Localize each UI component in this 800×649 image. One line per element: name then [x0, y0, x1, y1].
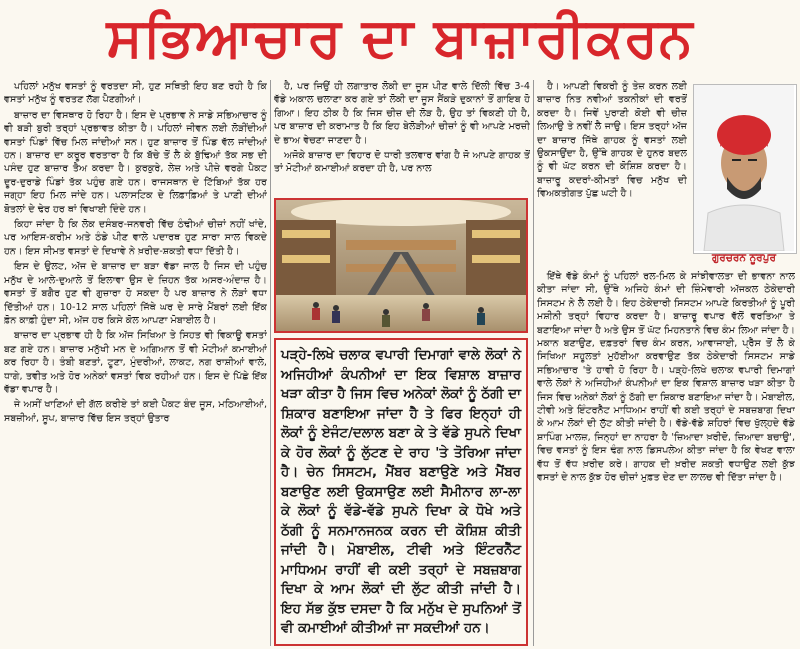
article-column-2	[274, 80, 530, 192]
article-column-1	[4, 80, 267, 646]
mall-photo	[274, 198, 528, 333]
paragraph: ਹੈ। ਆਪਣੀ ਵਿਕਰੀ ਨੂੰ ਤੇਜ਼ ਕਰਨ ਲਈ ਬਾਜ਼ਾਰ ਨਿਤ ਨਵੀਆਂ ਤਕਨੀਕਾਂ ਦੀ ਵਰਤੋਂ ਕਰਦਾ ਹੈ। ਜਿਵੇਂ ਪੁਰਾਣੀ ਕੋਈ ਵੀ ਚੀਜ਼ ਲਿਆਉ ਤੇ ਨਵੀਂ ਲੈ ਜਾਉ। ਇਸ ਤਰ੍ਹਾਂ ਅੱਜ ਦਾ ਬਾਜ਼ਾਰ ਜਿੱਥੇ ਗਾਹਕ ਨੂੰ ਵਸਤਾਂ ਲਈ ਉਕਸਾਉਂਦਾ ਹੈ, ਉੱਥੇ ਗਾਹਕ ਦੇ ਹੁਨਰ ਬਦਲ ਨੂੰ ਵੀ ਘੱਟ ਕਰਨ ਦੀ ਕੋਸ਼ਿਸ਼ ਕਰਦਾ ਹੈ। ਬਾਜ਼ਾਰੂ ਕਦਰਾਂ-ਕੀਮਤਾਂ ਵਿਚ ਮਨੁੱਖ ਦੀ ਵਿਅਕਤੀਗਤ ਪੁੱਛ ਘਟੀ ਹੈ।	[537, 81, 687, 200]
paragraph: ਜੇ ਅਸੀਂ ਖਾਣਿਆਂ ਦੀ ਗੱਲ ਕਰੀਏ ਤਾਂ ਕਈ ਪੈਕਟ ਬੰਦ ਜੂਸ, ਮਠਿਆਈਆਂ, ਸਬਜ਼ੀਆਂ, ਸੂਪ, ਬਾਜ਼ਾਰ ਵਿੱਚ ਇਸ ਤਰ੍ਹਾਂ ਉਤਾਰ	[4, 399, 267, 424]
headline: ਸਭਿਆਚਾਰ ਦਾ ਬਾਜ਼ਾਰੀਕਰਨ	[106, 6, 694, 69]
paragraph: ਅਜੋਕੇ ਬਾਜ਼ਾਰ ਦਾ ਵਿਹਾਰ ਦੋ ਧਾਰੀ ਤਲਵਾਰ ਵਾਂਗ ਹੈ ਜੋ ਆਪਣੇ ਗਾਹਕ ਤੋਂ ਤਾਂ ਮੋਟੀਆਂ ਕਮਾਈਆਂ ਕਰਦਾ ਹੀ ਹੈ, ਪਰ ਨਾਲ	[274, 150, 530, 175]
shopping-mall-image	[276, 200, 526, 331]
article-column-3-top	[537, 80, 687, 270]
author-portrait-image	[694, 85, 794, 251]
paragraph: ਬਾਜ਼ਾਰ ਦਾ ਵਿਸਥਾਰ ਹੋ ਰਿਹਾ ਹੈ। ਇਸ ਦੇ ਪ੍ਰਭਾਵ ਨੇ ਸਾਡੇ ਸਭਿਆਚਾਰ ਨੂੰ ਵੀ ਬੜੀ ਬੁਰੀ ਤਰ੍ਹਾਂ ਪ੍ਰਭਾਵਤ ਕੀਤਾ ਹੈ। ਪਹਿਲਾਂ ਜੀਵਨ ਲਈ ਲੋੜੀਂਦੀਆਂ ਵਸਤਾਂ ਪਿੰਡਾਂ ਵਿੱਚ ਮਿਲ ਜਾਂਦੀਆਂ ਸਨ। ਹੁਣ ਬਾਜ਼ਾਰ ਤੋਂ ਪਿੰਡ ਵੱਲ ਜਾਂਦੀਆਂ ਹਨ। ਬਾਜ਼ਾਰ ਦਾ ਕਰੂਰ ਵਰਤਾਰਾ ਹੈ ਕਿ ਬੱਚੇ ਤੋਂ ਲੈ ਕੇ ਬੁੱਢਿਆਂ ਤੱਕ ਸਭ ਦੀ ਪਸੰਦ ਹੁਣ ਬਾਜ਼ਾਰ ਤੈਅ ਕਰਦਾ ਹੈ। ਕੁਰਕੁਰੇ, ਲੇਜ਼ ਅਤੇ ਪੀਜ਼ੇ ਵਰਗੇ ਪੈਕਟ ਦੂਰ-ਦੁਰਾਡੇ ਪਿੰਡਾਂ ਤੱਕ ਪਹੁੰਚ ਗਏ ਹਨ। ਰਾਜਸਥਾਨ ਦੇ ਟਿੱਬਿਆਂ ਤੱਕ ਹਰ ਜਗ੍ਹਾ ਇਹ ਮਿਲ ਜਾਂਦੇ ਹਨ। ਪਲਾਸਟਿਕ ਦੇ ਲਿਫ਼ਾਫ਼ਿਆਂ ਤੇ ਪਾਣੀ ਦੀਆਂ ਬੋਤਲਾਂ ਦੇ ਢੇਰ ਹਰ ਥਾਂ ਵਿਖਾਈ ਦਿੰਦੇ ਹਨ।	[4, 109, 267, 215]
column-rule-2	[533, 80, 534, 646]
author-caption: ਗੁਰਚਰਨ ਨੂਰਪੁਰ	[712, 252, 776, 264]
paragraph: ਇਸ ਦੇ ਉਲਟ, ਅੱਜ ਦੇ ਬਾਜ਼ਾਰ ਦਾ ਬੜਾ ਵੱਡਾ ਜਾਲ ਹੈ ਜਿਸ ਦੀ ਪਹੁੰਚ ਮਨੁੱਖ ਦੇ ਆਲੇ-ਦੁਆਲੇ ਤੋਂ ਇਲਾਵਾ ਉਸ ਦੇ ਜ਼ਿਹਨ ਤੱਕ ਅਸਰ-ਅੰਦਾਜ਼ ਹੈ। ਵਸਤਾਂ ਤੋਂ ਬਗੈਰ ਹੁਣ ਵੀ ਗੁਜ਼ਾਰਾ ਹੋ ਸਕਦਾ ਹੈ ਪਰ ਬਾਜ਼ਾਰ ਨੇ ਲੋੜਾਂ ਵਧਾ ਦਿੱਤੀਆਂ ਹਨ। 10-12 ਸਾਲ ਪਹਿਲਾਂ ਜਿੱਥੇ ਘਰ ਦੇ ਸਾਰੇ ਮੈਂਬਰਾਂ ਲਈ ਇੱਕ ਫ਼ੋਨ ਕਾਫ਼ੀ ਹੁੰਦਾ ਸੀ, ਅੱਜ ਹਰ ਕਿਸੇ ਕੋਲ ਆਪਣਾ ਮੋਬਾਈਲ ਹੈ।	[4, 261, 267, 326]
pull-quote-text: ਪੜ੍ਹੇ-ਲਿਖੇ ਚਲਾਕ ਵਪਾਰੀ ਦਿਮਾਗਾਂ ਵਾਲੇ ਲੋਕਾਂ ਨੇ ਅਜਿਹੀਆਂ ਕੰਪਨੀਆਂ ਦਾ ਇਕ ਵਿਸ਼ਾਲ ਬਾਜ਼ਾਰ ਖੜਾ ਕੀਤਾ ਹੈ ਜਿਸ ਵਿਚ ਅਨੇਕਾਂ ਲੋਕਾਂ ਨੂੰ ਠੱਗੀ ਦਾ ਸ਼ਿਕਾਰ ਬਣਾਇਆ ਜਾਂਦਾ ਹੈ ਤੇ ਫਿਰ ਇਨ੍ਹਾਂ ਹੀ ਲੋਕਾਂ ਨੂੰ ਏਜੰਟ/ਦਲਾਲ ਬਣਾ ਕੇ ਤੇ ਵੱਡੇ ਸੁਪਨੇ ਦਿਖਾ ਕੇ ਹੋਰ ਲੋਕਾਂ ਨੂੰ ਲੁੱਟਣ ਦੇ ਰਾਹ 'ਤੇ ਤੋਰਿਆ ਜਾਂਦਾ ਹੈ। ਚੇਨ ਸਿਸਟਮ, ਮੈਂਬਰ ਬਣਾਉਣੇ ਅਤੇ ਮੈਂਬਰ ਬਣਾਉਣ ਲਈ ਉਕਸਾਉਣ ਲਈ ਸੈਮੀਨਾਰ ਲਾ-ਲਾ ਕੇ ਲੋਕਾਂ ਨੂੰ ਵੱਡੇ-ਵੱਡੇ ਸੁਪਨੇ ਦਿਖਾ ਕੇ ਧੋਖੇ ਅਤੇ ਠੱਗੀ ਨੂੰ ਸਨਮਾਨਜਨਕ ਕਰਨ ਦੀ ਕੋਸ਼ਿਸ਼ ਕੀਤੀ ਜਾਂਦੀ ਹੈ। ਮੋਬਾਈਲ, ਟੀਵੀ ਅਤੇ ਇੰਟਰਨੈੱਟ ਮਾਧਿਅਮ ਰਾਹੀਂ ਵੀ ਕਈ ਤਰ੍ਹਾਂ ਦੇ ਸਬਜ਼ਬਾਗ ਦਿਖਾ ਕੇ ਆਮ ਲੋਕਾਂ ਦੀ ਲੁੱਟ ਕੀਤੀ ਜਾਂਦੀ ਹੈ। ਇਹ ਸੱਭ ਕੁੱਝ ਦਸਦਾ ਹੈ ਕਿ ਮਨੁੱਖ ਦੇ ਸੁਪਨਿਆਂ ਤੋਂ ਵੀ ਕਮਾਈਆਂ ਕੀਤੀਆਂ ਜਾ ਸਕਦੀਆਂ ਹਨ।	[281, 348, 521, 636]
pull-quote-box	[274, 338, 528, 646]
paragraph: ਹੈ, ਪਰ ਜਿਉਂ ਹੀ ਲਗਾਤਾਰ ਲੋਕੀ ਦਾ ਜੂਸ ਪੀਣ ਵਾਲੇ ਦਿੱਲੀ ਵਿੱਚ 3-4 ਵੱਡੇ ਅਕਾਲ ਚਲਾਣਾ ਕਰ ਗਏ ਤਾਂ ਲੋਕੀ ਦਾ ਜੂਸ ਸੈਂਕੜੇ ਦੁਕਾਨਾਂ ਤੋਂ ਗਾਇਬ ਹੋ ਗਿਆ। ਇਹ ਠੀਕ ਹੈ ਕਿ ਜਿਸ ਚੀਜ਼ ਦੀ ਲੋੜ ਹੈ, ਉਹ ਤਾਂ ਵਿਕਣੀ ਹੀ ਹੈ, ਪਰ ਬਾਜ਼ਾਰ ਦੀ ਕਰਾਮਾਤ ਹੈ ਕਿ ਇਹ ਬੇਲੋੜੀਆਂ ਚੀਜ਼ਾਂ ਨੂੰ ਵੀ ਆਪਣੇ ਮਰਜ਼ੀ ਦੇ ਭਾਅ ਵੇਚਣਾ ਜਾਣਦਾ ਹੈ।	[274, 81, 530, 146]
paragraph: ਬਾਜ਼ਾਰ ਦਾ ਪ੍ਰਭਾਵ ਹੀ ਹੈ ਕਿ ਅੱਜ ਸਿਖਿਆ ਤੇ ਸਿਹਤ ਵੀ ਵਿਕਾਊ ਵਸਤਾਂ ਬਣ ਗਏ ਹਨ। ਬਾਜ਼ਾਰ ਮਨੁੱਖੀ ਮਨ ਦੇ ਅਗਿਆਨ ਤੋਂ ਵੀ ਮੋਟੀਆਂ ਕਮਾਈਆਂ ਕਰ ਰਿਹਾ ਹੈ। ਤੰਬੀ ਬਣਤਾਂ, ਟੂਣਾ, ਮੁੰਦਰੀਆਂ, ਲਾਕਟ, ਨਗ ਰਾਸ਼ੀਆਂ ਵਾਲੇ, ਧਾਗੇ, ਤਵੀਤ ਅਤੇ ਹੋਰ ਅਨੇਕਾਂ ਵਸਤਾਂ ਵਿਕ ਰਹੀਆਂ ਹਨ। ਇਸ ਦੇ ਪਿੱਛੇ ਇੱਕ ਵੱਡਾ ਵਪਾਰ ਹੈ।	[4, 330, 267, 395]
headline-banner	[0, 0, 800, 76]
author-photo	[693, 84, 797, 254]
paragraph: ਪਹਿਲਾਂ ਮਨੁੱਖ ਵਸਤਾਂ ਨੂੰ ਵਰਤਦਾ ਸੀ, ਹੁਣ ਸਥਿਤੀ ਇਹ ਬਣ ਰਹੀ ਹੈ ਕਿ ਵਸਤਾਂ ਮਨੁੱਖ ਨੂੰ ਵਰਤਣ ਲੱਗ ਪੈਣਗੀਆਂ।	[4, 81, 267, 106]
paragraph: ਇੱਥੇ ਵੱਡੇ ਕੰਮਾਂ ਨੂੰ ਪਹਿਲਾਂ ਰਲ-ਮਿਲ ਕੇ ਸਾਂਝੀਵਾਲਤਾ ਦੀ ਭਾਵਨਾ ਨਾਲ ਕੀਤਾ ਜਾਂਦਾ ਸੀ, ਉੱਥੇ ਅਜਿਹੇ ਕੰਮਾਂ ਦੀ ਜ਼ਿੰਮੇਵਾਰੀ ਅੱਜਕਲ ਠੇਕੇਦਾਰੀ ਸਿਸਟਮ ਨੇ ਲੈ ਲਈ ਹੈ। ਇਹ ਠੇਕੇਦਾਰੀ ਸਿਸਟਮ ਆਪਣੇ ਕਿਰਤੀਆਂ ਨੂੰ ਪੂਰੀ ਮਸ਼ੀਨੀ ਤਰ੍ਹਾਂ ਵਿਹਾਰ ਕਰਦਾ ਹੈ। ਬਾਜ਼ਾਰੂ ਵਪਾਰ ਵੱਲੋਂ ਵਰਤਿਆ ਤੇ ਬਣਾਇਆ ਜਾਂਦਾ ਹੈ ਅਤੇ ਉਸ ਤੋਂ ਘੱਟ ਮਿਹਨਤਾਨੇ ਵਿਚ ਕੰਮ ਲਿਆ ਜਾਂਦਾ ਹੈ। ਮਕਾਨ ਬਣਾਉਣ, ਦਫ਼ਤਰਾਂ ਵਿਚ ਕੰਮ ਕਰਨ, ਆਵਾਜਾਈ, ਪ੍ਰੈੱਸ ਤੋਂ ਲੈ ਕੇ ਸਿਖਿਆ ਸਹੂਲਤਾਂ ਮੁਹੱਈਆ ਕਰਵਾਉਣ ਤੱਕ ਠੇਕੇਦਾਰੀ ਸਿਸਟਮ ਸਾਡੇ ਸਭਿਆਚਾਰ 'ਤੇ ਹਾਵੀ ਹੋ ਰਿਹਾ ਹੈ। ਪੜ੍ਹੇ-ਲਿਖੇ ਚਲਾਕ ਵਪਾਰੀ ਦਿਮਾਗਾਂ ਵਾਲੇ ਲੋਕਾਂ ਨੇ ਅਜਿਹੀਆਂ ਕੰਪਨੀਆਂ ਦਾ ਇਕ ਵਿਸ਼ਾਲ ਬਾਜ਼ਾਰ ਖੜਾ ਕੀਤਾ ਹੈ ਜਿਸ ਵਿਚ ਅਨੇਕਾਂ ਲੋਕਾਂ ਨੂੰ ਠੱਗੀ ਦਾ ਸ਼ਿਕਾਰ ਬਣਾਇਆ ਜਾਂਦਾ ਹੈ। ਮੋਬਾਈਲ, ਟੀਵੀ ਅਤੇ ਇੰਟਰਨੈੱਟ ਮਾਧਿਅਮ ਰਾਹੀਂ ਵੀ ਕਈ ਤਰ੍ਹਾਂ ਦੇ ਸਬਜ਼ਬਾਗ ਦਿਖਾ ਕੇ ਆਮ ਲੋਕਾਂ ਦੀ ਲੁੱਟ ਕੀਤੀ ਜਾਂਦੀ ਹੈ। ਵੱਡੇ-ਵੱਡੇ ਸ਼ਹਿਰਾਂ ਵਿਚ ਖੁੱਲ੍ਹਦੇ ਵੱਡੇ ਸ਼ਾਪਿੰਗ ਮਾਲਜ਼, ਜਿਨ੍ਹਾਂ ਦਾ ਨਾਹਰਾ ਹੈ 'ਜ਼ਿਆਦਾ ਖ਼ਰੀਦੋ, ਜ਼ਿਆਦਾ ਬਚਾਉ', ਵਿਚ ਵਸਤਾਂ ਨੂੰ ਇਸ ਢੰਗ ਨਾਲ ਡਿਸਪਲੇਅ ਕੀਤਾ ਜਾਂਦਾ ਹੈ ਕਿ ਵੇਖਣ ਵਾਲਾ ਵੱਧ ਤੋਂ ਵੱਧ ਖ਼ਰੀਦ ਕਰੇ। ਗਾਹਕ ਦੀ ਖ਼ਰੀਦ ਸ਼ਕਤੀ ਵਧਾਉਣ ਲਈ ਕੁੱਝ ਵਸਤਾਂ ਦੇ ਨਾਲ ਕੁੱਝ ਹੋਰ ਚੀਜ਼ਾਂ ਮੁਫ਼ਤ ਦੇਣ ਦਾ ਲਾਲਚ ਵੀ ਦਿੱਤਾ ਜਾਂਦਾ ਹੈ।	[537, 271, 795, 484]
column-rule-1	[270, 80, 271, 646]
article-column-3-bottom	[537, 270, 795, 646]
paragraph: ਕਿਹਾ ਜਾਂਦਾ ਹੈ ਕਿ ਲੋਕ ਦਸੰਬਰ-ਜਨਵਰੀ ਵਿੱਚ ਠੰਢੀਆਂ ਚੀਜ਼ਾਂ ਨਹੀਂ ਖਾਂਦੇ, ਪਰ ਆਇਸ-ਕਰੀਮ ਅਤੇ ਠੰਡੇ ਪੀਣ ਵਾਲੇ ਪਦਾਰਥ ਹੁਣ ਸਾਰਾ ਸਾਲ ਵਿਕਦੇ ਹਨ। ਇਸ ਸੀਮਤ ਵਸਤਾਂ ਦੇ ਦਿਖਾਵੇ ਨੇ ਖ਼ਰੀਦ-ਸ਼ਕਤੀ ਵਧਾ ਦਿੱਤੀ ਹੈ।	[4, 219, 267, 257]
